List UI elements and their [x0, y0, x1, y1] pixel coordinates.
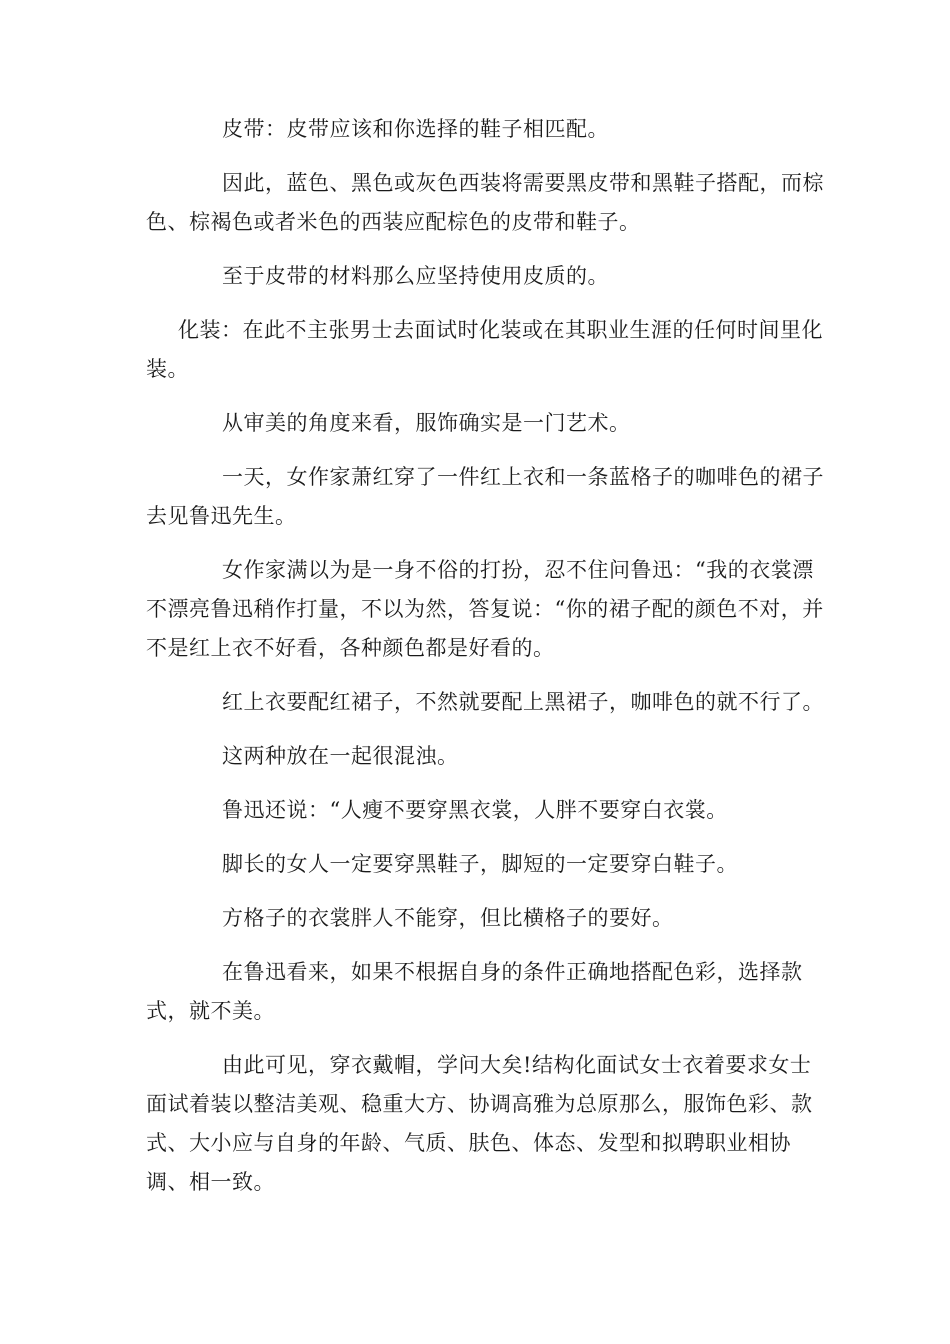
paragraph-makeup: 化装：在此不主张男士去面试时化装或在其职业生涯的任何时间里化装。	[146, 318, 823, 381]
paragraph-luxun-reply: 女作家满以为是一身不俗的打扮，忍不住问鲁迅：“我的衣裳漂不漂亮鲁迅稍作打量，不以为然，答复说：“你的裙子配的颜色不对，并不是红上衣不好看，各种颜色都是好看的。	[146, 558, 824, 660]
paragraph-belt-material: 至于皮带的材料那么应坚持使用皮质的。	[222, 264, 609, 288]
paragraph-belt-colors: 因此，蓝色、黑色或灰色西装将需要黑皮带和黑鞋子搭配，而棕色、棕褐色或者米色的西装应配棕色的皮带和鞋子。	[146, 171, 824, 234]
paragraph-belt-match: 皮带：皮带应该和你选择的鞋子相匹配。	[222, 117, 609, 141]
paragraph-checks: 方格子的衣裳胖人不能穿，但比横格子的要好。	[222, 906, 674, 930]
paragraph-muddy: 这两种放在一起很混浊。	[222, 744, 459, 768]
paragraph-aesthetics: 从审美的角度来看，服饰确实是一门艺术。	[222, 411, 631, 435]
paragraph-thin-fat: 鲁迅还说：“人瘦不要穿黑衣裳，人胖不要穿白衣裳。	[222, 798, 728, 822]
paragraph-shoes: 脚长的女人一定要穿黑鞋子，脚短的一定要穿白鞋子。	[222, 852, 738, 876]
paragraph-red-skirt: 红上衣要配红裙子，不然就要配上黑裙子，咖啡色的就不行了。	[222, 690, 824, 714]
paragraph-women-dress: 由此可见，穿衣戴帽，学问大矣!结构化面试女士衣着要求女士面试着装以整洁美观、稳重大方、协调高雅为总原那么，服饰色彩、款式、大小应与自身的年龄、气质、肤色、体态、发型和拟聘职业相协调、相一致。	[146, 1053, 813, 1194]
paragraph-xiaohong: 一天，女作家萧红穿了一件红上衣和一条蓝格子的咖啡色的裙子去见鲁迅先生。	[146, 465, 824, 528]
paragraph-luxun-view: 在鲁迅看来，如果不根据自身的条件正确地搭配色彩，选择款式，就不美。	[146, 960, 803, 1023]
